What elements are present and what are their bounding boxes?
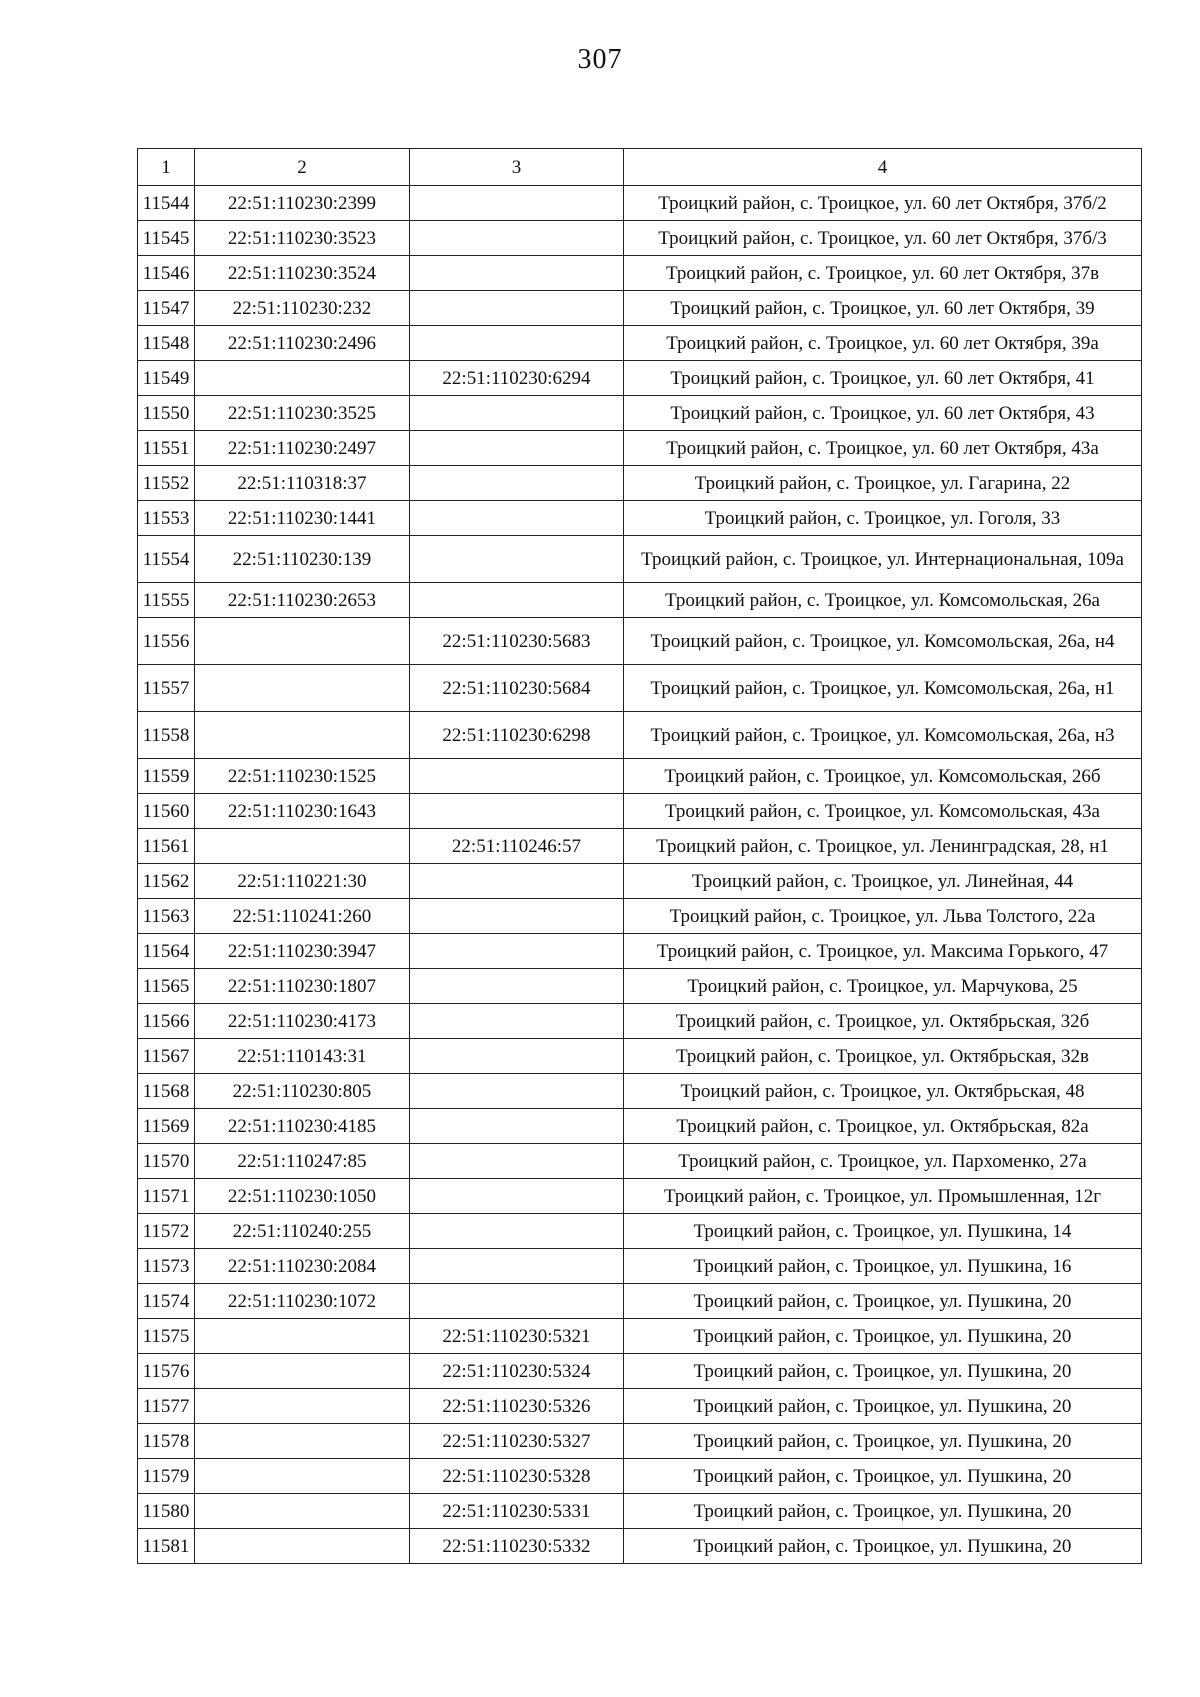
- cadastral-number-cell: 22:51:110230:2653: [195, 583, 410, 618]
- row-number-cell: 11563: [138, 899, 195, 934]
- row-number-cell: 11580: [138, 1494, 195, 1529]
- row-number-cell: 11553: [138, 501, 195, 536]
- header-cell-2: 2: [195, 149, 410, 186]
- address-cell: Троицкий район, с. Троицкое, ул. Пушкина, 20: [624, 1354, 1142, 1389]
- cadastral-number-alt-cell: [410, 583, 624, 618]
- cadastral-number-alt-cell: [410, 501, 624, 536]
- row-number-cell: 11576: [138, 1354, 195, 1389]
- cadastral-number-alt-cell: [410, 256, 624, 291]
- cadastral-number-cell: 22:51:110230:1072: [195, 1284, 410, 1319]
- row-number-cell: 11554: [138, 536, 195, 583]
- address-cell: Троицкий район, с. Троицкое, ул. Октябрьская, 32б: [624, 1004, 1142, 1039]
- row-number-cell: 11578: [138, 1424, 195, 1459]
- cadastral-number-alt-cell: [410, 1179, 624, 1214]
- row-number-cell: 11559: [138, 759, 195, 794]
- cadastral-number-alt-cell: 22:51:110230:6298: [410, 712, 624, 759]
- address-cell: Троицкий район, с. Троицкое, ул. Комсомольская, 26б: [624, 759, 1142, 794]
- table-row: [138, 934, 1142, 969]
- address-cell: Троицкий район, с. Троицкое, ул. Комсомольская, 26а, н4: [624, 618, 1142, 665]
- table-body: [138, 186, 1142, 1564]
- cadastral-number-alt-cell: [410, 431, 624, 466]
- address-cell: Троицкий район, с. Троицкое, ул. Пушкина, 16: [624, 1249, 1142, 1284]
- cadastral-number-alt-cell: [410, 466, 624, 501]
- row-number-cell: 11572: [138, 1214, 195, 1249]
- row-number-cell: 11564: [138, 934, 195, 969]
- table-row: [138, 1249, 1142, 1284]
- cadastral-number-cell: [195, 665, 410, 712]
- header-cell-3: 3: [410, 149, 624, 186]
- cadastral-number-cell: 22:51:110240:255: [195, 1214, 410, 1249]
- row-number-cell: 11555: [138, 583, 195, 618]
- cadastral-number-alt-cell: [410, 1074, 624, 1109]
- table-row: [138, 431, 1142, 466]
- address-cell: Троицкий район, с. Троицкое, ул. Октябрьская, 32в: [624, 1039, 1142, 1074]
- cadastral-number-alt-cell: 22:51:110230:5684: [410, 665, 624, 712]
- cadastral-number-cell: 22:51:110230:1807: [195, 969, 410, 1004]
- address-cell: Троицкий район, с. Троицкое, ул. 60 лет Октября, 37б/2: [624, 186, 1142, 221]
- cadastral-number-alt-cell: 22:51:110230:5683: [410, 618, 624, 665]
- row-number-cell: 11560: [138, 794, 195, 829]
- row-number-cell: 11558: [138, 712, 195, 759]
- address-cell: Троицкий район, с. Троицкое, ул. Гагарина, 22: [624, 466, 1142, 501]
- cadastral-number-cell: [195, 1389, 410, 1424]
- cadastral-number-cell: 22:51:110230:4173: [195, 1004, 410, 1039]
- cadastral-number-cell: [195, 1319, 410, 1354]
- cadastral-number-alt-cell: [410, 396, 624, 431]
- row-number-cell: 11561: [138, 829, 195, 864]
- table-row: [138, 665, 1142, 712]
- cadastral-number-alt-cell: [410, 899, 624, 934]
- cadastral-number-cell: 22:51:110230:2399: [195, 186, 410, 221]
- address-cell: Троицкий район, с. Троицкое, ул. Пушкина, 20: [624, 1319, 1142, 1354]
- table-row: [138, 1074, 1142, 1109]
- table-row: [138, 864, 1142, 899]
- table-row: [138, 1424, 1142, 1459]
- row-number-cell: 11579: [138, 1459, 195, 1494]
- address-cell: Троицкий район, с. Троицкое, ул. 60 лет Октября, 39а: [624, 326, 1142, 361]
- address-cell: Троицкий район, с. Троицкое, ул. Ленинградская, 28, н1: [624, 829, 1142, 864]
- address-cell: Троицкий район, с. Троицкое, ул. 60 лет Октября, 43а: [624, 431, 1142, 466]
- cadastral-number-alt-cell: [410, 1144, 624, 1179]
- row-number-cell: 11575: [138, 1319, 195, 1354]
- cadastral-number-cell: 22:51:110230:4185: [195, 1109, 410, 1144]
- address-cell: Троицкий район, с. Троицкое, ул. Комсомольская, 26а, н1: [624, 665, 1142, 712]
- cadastral-number-alt-cell: 22:51:110230:5332: [410, 1529, 624, 1564]
- cadastral-number-cell: [195, 712, 410, 759]
- cadastral-number-cell: [195, 1354, 410, 1389]
- cadastral-number-cell: 22:51:110230:1050: [195, 1179, 410, 1214]
- table-row: [138, 256, 1142, 291]
- address-cell: Троицкий район, с. Троицкое, ул. Пушкина, 20: [624, 1284, 1142, 1319]
- cadastral-number-cell: 22:51:110230:3523: [195, 221, 410, 256]
- cadastral-number-cell: 22:51:110230:2496: [195, 326, 410, 361]
- table-row: [138, 899, 1142, 934]
- address-cell: Троицкий район, с. Троицкое, ул. Пушкина, 20: [624, 1494, 1142, 1529]
- cadastral-number-cell: 22:51:110230:1525: [195, 759, 410, 794]
- address-cell: Троицкий район, с. Троицкое, ул. 60 лет Октября, 41: [624, 361, 1142, 396]
- cadastral-number-cell: 22:51:110221:30: [195, 864, 410, 899]
- address-cell: Троицкий район, с. Троицкое, ул. Интернациональная, 109а: [624, 536, 1142, 583]
- row-number-cell: 11557: [138, 665, 195, 712]
- address-cell: Троицкий район, с. Троицкое, ул. 60 лет Октября, 43: [624, 396, 1142, 431]
- row-number-cell: 11552: [138, 466, 195, 501]
- cadastral-number-cell: [195, 1424, 410, 1459]
- cadastral-number-alt-cell: [410, 1039, 624, 1074]
- cadastral-number-cell: [195, 1529, 410, 1564]
- table-row: [138, 1214, 1142, 1249]
- cadastral-number-cell: [195, 361, 410, 396]
- table-row: [138, 759, 1142, 794]
- row-number-cell: 11547: [138, 291, 195, 326]
- table-header-row: [138, 149, 1142, 186]
- address-cell: Троицкий район, с. Троицкое, ул. Комсомольская, 43а: [624, 794, 1142, 829]
- row-number-cell: 11569: [138, 1109, 195, 1144]
- address-cell: Троицкий район, с. Троицкое, ул. Гоголя, 33: [624, 501, 1142, 536]
- cadastral-number-cell: 22:51:110143:31: [195, 1039, 410, 1074]
- cadastral-number-cell: 22:51:110230:2497: [195, 431, 410, 466]
- table-row: [138, 712, 1142, 759]
- address-cell: Троицкий район, с. Троицкое, ул. Марчукова, 25: [624, 969, 1142, 1004]
- cadastral-number-alt-cell: [410, 291, 624, 326]
- cadastral-number-cell: 22:51:110318:37: [195, 466, 410, 501]
- table-row: [138, 1039, 1142, 1074]
- table-row: [138, 221, 1142, 256]
- cadastral-number-alt-cell: 22:51:110230:5324: [410, 1354, 624, 1389]
- row-number-cell: 11573: [138, 1249, 195, 1284]
- cadastral-number-cell: [195, 618, 410, 665]
- address-cell: Троицкий район, с. Троицкое, ул. Комсомольская, 26а: [624, 583, 1142, 618]
- cadastral-number-alt-cell: [410, 864, 624, 899]
- cadastral-number-alt-cell: 22:51:110230:6294: [410, 361, 624, 396]
- address-cell: Троицкий район, с. Троицкое, ул. Комсомольская, 26а, н3: [624, 712, 1142, 759]
- cadastral-number-alt-cell: [410, 1214, 624, 1249]
- address-cell: Троицкий район, с. Троицкое, ул. 60 лет Октября, 37в: [624, 256, 1142, 291]
- row-number-cell: 11550: [138, 396, 195, 431]
- cadastral-number-alt-cell: 22:51:110230:5327: [410, 1424, 624, 1459]
- table-row: [138, 326, 1142, 361]
- cadastral-number-cell: 22:51:110230:2084: [195, 1249, 410, 1284]
- table-row: [138, 1004, 1142, 1039]
- address-cell: Троицкий район, с. Троицкое, ул. Пушкина, 14: [624, 1214, 1142, 1249]
- row-number-cell: 11577: [138, 1389, 195, 1424]
- row-number-cell: 11548: [138, 326, 195, 361]
- cadastral-number-cell: 22:51:110247:85: [195, 1144, 410, 1179]
- cadastral-number-alt-cell: [410, 934, 624, 969]
- cadastral-number-alt-cell: [410, 1004, 624, 1039]
- row-number-cell: 11574: [138, 1284, 195, 1319]
- cadastral-number-alt-cell: 22:51:110230:5328: [410, 1459, 624, 1494]
- address-cell: Троицкий район, с. Троицкое, ул. Пушкина, 20: [624, 1389, 1142, 1424]
- table-row: [138, 1319, 1142, 1354]
- row-number-cell: 11565: [138, 969, 195, 1004]
- row-number-cell: 11581: [138, 1529, 195, 1564]
- row-number-cell: 11551: [138, 431, 195, 466]
- row-number-cell: 11570: [138, 1144, 195, 1179]
- page-number: 307: [577, 44, 623, 75]
- table-row: [138, 1459, 1142, 1494]
- cadastral-number-alt-cell: 22:51:110230:5321: [410, 1319, 624, 1354]
- cadastral-number-cell: 22:51:110230:3524: [195, 256, 410, 291]
- cadastral-number-alt-cell: [410, 536, 624, 583]
- row-number-cell: 11556: [138, 618, 195, 665]
- row-number-cell: 11568: [138, 1074, 195, 1109]
- cadastral-number-cell: [195, 1494, 410, 1529]
- address-cell: Троицкий район, с. Троицкое, ул. Пушкина, 20: [624, 1529, 1142, 1564]
- header-cell-4: 4: [624, 149, 1142, 186]
- cadastral-number-alt-cell: 22:51:110246:57: [410, 829, 624, 864]
- address-cell: Троицкий район, с. Троицкое, ул. Октябрьская, 82а: [624, 1109, 1142, 1144]
- row-number-cell: 11546: [138, 256, 195, 291]
- table-row: [138, 1109, 1142, 1144]
- cadastral-number-cell: [195, 1459, 410, 1494]
- table-row: [138, 361, 1142, 396]
- header-cell-1: 1: [138, 149, 195, 186]
- cadastral-number-cell: 22:51:110230:805: [195, 1074, 410, 1109]
- cadastral-number-cell: 22:51:110230:3947: [195, 934, 410, 969]
- cadastral-number-cell: 22:51:110230:1643: [195, 794, 410, 829]
- cadastral-number-cell: 22:51:110230:3525: [195, 396, 410, 431]
- address-cell: Троицкий район, с. Троицкое, ул. 60 лет Октября, 37б/3: [624, 221, 1142, 256]
- address-cell: Троицкий район, с. Троицкое, ул. Октябрьская, 48: [624, 1074, 1142, 1109]
- table-row: [138, 536, 1142, 583]
- table-row: [138, 1354, 1142, 1389]
- cadastral-number-alt-cell: 22:51:110230:5326: [410, 1389, 624, 1424]
- row-number-cell: 11545: [138, 221, 195, 256]
- registry-table: [137, 148, 1142, 1564]
- cadastral-number-alt-cell: [410, 221, 624, 256]
- table-row: [138, 291, 1142, 326]
- table-row: [138, 794, 1142, 829]
- cadastral-number-alt-cell: [410, 186, 624, 221]
- row-number-cell: 11562: [138, 864, 195, 899]
- address-cell: Троицкий район, с. Троицкое, ул. Пушкина, 20: [624, 1424, 1142, 1459]
- address-cell: Троицкий район, с. Троицкое, ул. Льва Толстого, 22а: [624, 899, 1142, 934]
- table-row: [138, 969, 1142, 1004]
- table-row: [138, 1284, 1142, 1319]
- cadastral-number-alt-cell: [410, 1284, 624, 1319]
- cadastral-number-alt-cell: 22:51:110230:5331: [410, 1494, 624, 1529]
- cadastral-number-alt-cell: [410, 759, 624, 794]
- address-cell: Троицкий район, с. Троицкое, ул. Промышленная, 12г: [624, 1179, 1142, 1214]
- cadastral-number-cell: [195, 829, 410, 864]
- row-number-cell: 11567: [138, 1039, 195, 1074]
- cadastral-number-alt-cell: [410, 326, 624, 361]
- table-row: [138, 1389, 1142, 1424]
- cadastral-number-cell: 22:51:110230:232: [195, 291, 410, 326]
- table-row: [138, 186, 1142, 221]
- cadastral-number-cell: 22:51:110230:1441: [195, 501, 410, 536]
- table-row: [138, 501, 1142, 536]
- cadastral-number-alt-cell: [410, 1109, 624, 1144]
- cadastral-number-alt-cell: [410, 1249, 624, 1284]
- table-row: [138, 1144, 1142, 1179]
- address-cell: Троицкий район, с. Троицкое, ул. 60 лет Октября, 39: [624, 291, 1142, 326]
- cadastral-number-cell: 22:51:110241:260: [195, 899, 410, 934]
- table-row: [138, 1179, 1142, 1214]
- table-row: [138, 1529, 1142, 1564]
- row-number-cell: 11566: [138, 1004, 195, 1039]
- address-cell: Троицкий район, с. Троицкое, ул. Пархоменко, 27а: [624, 1144, 1142, 1179]
- table-row: [138, 466, 1142, 501]
- row-number-cell: 11549: [138, 361, 195, 396]
- row-number-cell: 11571: [138, 1179, 195, 1214]
- table-row: [138, 583, 1142, 618]
- cadastral-number-alt-cell: [410, 969, 624, 1004]
- row-number-cell: 11544: [138, 186, 195, 221]
- table-row: [138, 1494, 1142, 1529]
- address-cell: Троицкий район, с. Троицкое, ул. Пушкина, 20: [624, 1459, 1142, 1494]
- table-row: [138, 396, 1142, 431]
- address-cell: Троицкий район, с. Троицкое, ул. Линейная, 44: [624, 864, 1142, 899]
- table-row: [138, 829, 1142, 864]
- cadastral-number-alt-cell: [410, 794, 624, 829]
- address-cell: Троицкий район, с. Троицкое, ул. Максима Горького, 47: [624, 934, 1142, 969]
- table-row: [138, 618, 1142, 665]
- cadastral-number-cell: 22:51:110230:139: [195, 536, 410, 583]
